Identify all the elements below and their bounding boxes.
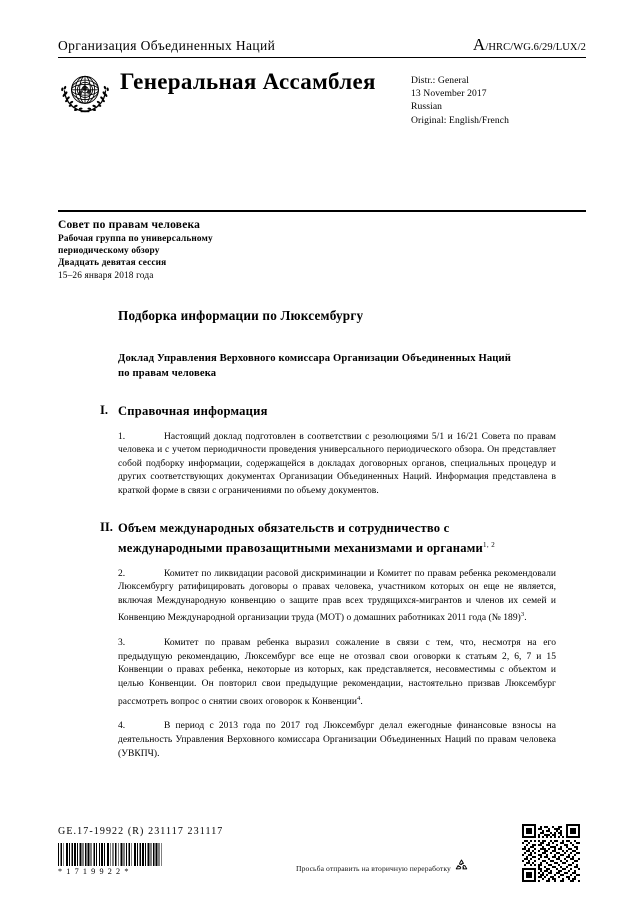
distr-original: Original: English/French <box>411 114 510 126</box>
paragraph-2-number: 2. <box>118 568 126 579</box>
document-symbol <box>473 36 586 54</box>
working-group-line-1: Рабочая группа по универсальному <box>58 234 213 244</box>
masthead-rule <box>58 57 586 58</box>
job-code: GE.17-19922 (R) 231117 231117 <box>58 826 224 837</box>
paragraph-4-number: 4. <box>118 721 126 732</box>
paragraph-4-text: В период с 2013 года по 2017 год Люксембург делал ежегодные финансовые взносы на деятельность Управления Верховного комиссара Организации Объединенных Наций по правам человека (УВКПЧ). <box>118 721 556 759</box>
masthead-top-row <box>58 36 586 57</box>
page-title: Подборка информации по Люксембургу <box>118 308 364 323</box>
working-group-line-2: периодическому обзору <box>58 246 160 257</box>
section-i-heading: Справочная информация <box>118 404 268 418</box>
distr-date: 13 November 2017 <box>411 88 487 100</box>
barcode-bars <box>58 843 162 866</box>
section-ii <box>100 520 556 556</box>
distribution-block <box>411 74 586 127</box>
paragraph-1-number: 1. <box>118 431 126 442</box>
distr-type: Distr.: General <box>411 75 469 86</box>
paragraph-4 <box>118 720 556 761</box>
session-number: Двадцать девятая сессия <box>58 258 167 269</box>
section-i <box>100 403 556 420</box>
document-subtitle: Доклад Управления Верховного комиссара Организации Объединенных Наций по правам человека <box>118 353 512 379</box>
recycle-text: Просьба отправить на вторичную переработку <box>296 863 451 873</box>
section-i-numeral: I. <box>100 403 109 417</box>
paragraph-1-text: Настоящий доклад подготовлен в соответствии с резолюциями 5/1 и 16/21 Совета по правам человека и с учетом периодичности проведения универсального периодического обзора. Он представляет собой подборку информации, содержащейся в докладах договорных органов, специальных процедур и других соответствующих документах Организации Объединенных Наций. Информация представлена в краткой форме в связи с ограничениями по объему документов. <box>118 431 556 496</box>
section-ii-heading: Объем международных обязательств и сотрудничество с международными правозащитными механизмами и органами <box>118 521 483 556</box>
document-symbol-prefix: A <box>472 35 486 54</box>
document-symbol-rest: /HRC/WG.6/29/LUX/2 <box>485 42 586 53</box>
recycle-icon <box>454 858 469 878</box>
section-ii-heading-footnotes: 1, 2 <box>483 540 496 549</box>
distr-language: Russian <box>411 101 443 113</box>
barcode-digits: *1719922* <box>58 867 133 876</box>
masthead <box>58 36 586 127</box>
paragraph-2-text: Комитет по ликвидации расовой дискриминации и Комитет по правам ребенка рекомендовали Люксембургу ратифицировать договоры о правах человека, участником которых он еще не является, включая Международную конвенцию о защите прав всех трудящихся-мигрантов и членов их семей и Конвенцию Международной организации труда (МОТ) о домашних работниках 2011 года (№ 189) <box>118 568 556 624</box>
paragraph-3-text: Комитет по правам ребенка выразил сожаление в связи с тем, что, несмотря на его предыдущую рекомендацию, Люксембург все еще не отозвал свои оговорки к статьям 2, 6, 7 и 15 Конвенции о правах ребенка, некоторые из которых, как представляется, несовместимы с объектом и целью Конвенции. Он повторил свои предыдущие рекомендации, настоятельно призвав Люксембург рассмотреть вопрос о снятии своих оговорок к Конвенции <box>118 638 556 707</box>
paragraph-3: 3. Комитет по правам ребенка выразил сожаление в связи с тем, что, несмотря на его предыдущую рекомендацию, Люксембург все еще не отозвал свои оговорки к статьям 2, 6, 7 и 15 Конвенции о правах ребенка, некоторые из которых, как представляется, несовместимы с объектом и целью Конвенции. Он повторил свои предыдущие рекомендации, настоятельно призвав Люксембург рассмотреть вопрос о снятии своих оговорок к Конвенции$^4$. <box>118 638 556 707</box>
paragraph-1 <box>118 431 556 499</box>
council-block <box>58 219 388 282</box>
document-body <box>100 308 556 761</box>
paragraph-3-footnote-marker: 4 <box>357 694 361 702</box>
section-ii-numeral: II. <box>100 520 113 535</box>
body-name: Генеральная Ассамблея <box>120 69 376 94</box>
section-ii-heading-wrap <box>118 520 528 556</box>
masthead-bottom-row <box>58 65 586 127</box>
paragraph-2: 2. Комитет по ликвидации расовой дискриминации и Комитет по правам ребенка рекомендовали Люксембургу ратифицировать договоры о правах человека, участником которых он еще не является, включая Международную конвенцию о защите прав всех трудящихся-мигрантов и членов их семей и Конвенцию Международной организации труда (МОТ) о домашних работниках 2011 года (№ 189)$^3$. <box>118 568 556 624</box>
qr-code <box>522 824 580 882</box>
organization-name: Организация Объединенных Наций <box>58 38 276 53</box>
header-separator-rule <box>58 210 586 212</box>
paragraph-3-number: 3. <box>118 638 126 649</box>
session-dates: 15–26 января 2018 года <box>58 270 154 281</box>
un-emblem-icon <box>58 65 112 119</box>
recycle-notice <box>296 858 469 878</box>
council-title: Совет по правам человека <box>58 219 201 231</box>
paragraph-2-footnote-marker: 3 <box>520 611 525 619</box>
barcode <box>58 843 162 876</box>
